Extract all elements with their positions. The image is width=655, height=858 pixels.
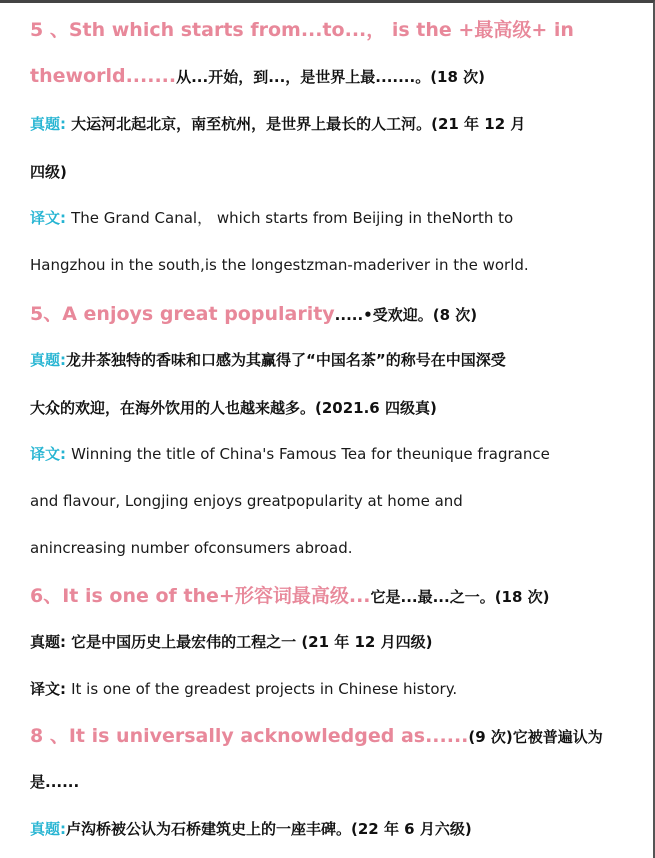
s2-heading-pink: 5、A enjoys great popularity bbox=[30, 303, 335, 325]
s2-translation-text-cont: and flavour, Longjing enjoys greatpopularity at home and bbox=[30, 492, 463, 510]
s2-exam-line-2 bbox=[30, 397, 635, 418]
s2-translation-line-2 bbox=[30, 491, 635, 510]
s1-heading-line-2 bbox=[30, 65, 635, 87]
s1-translation-line-1 bbox=[30, 207, 635, 228]
s3-heading-pink: 6、It is one of the+形容词最高级... bbox=[30, 585, 371, 607]
s3-exam-label: 真题: bbox=[30, 633, 66, 651]
s3-translation-line bbox=[30, 678, 635, 699]
s4-heading-line-1 bbox=[30, 721, 635, 748]
s1-translation-line-2 bbox=[30, 255, 635, 274]
s1-translation-label: 译文: bbox=[30, 209, 66, 227]
s4-heading-cn-cont: 是...... bbox=[30, 773, 80, 791]
s2-translation-label: 译文: bbox=[30, 445, 66, 463]
s3-translation-text: It is one of the greadest projects in Chinese history. bbox=[71, 680, 458, 698]
s1-heading-pink: 5 、Sth which starts from...to...， is the +最高级+ in bbox=[30, 19, 574, 41]
s1-translation-text-cont: Hangzhou in the south,is the longestzman-maderiver in the world. bbox=[30, 256, 529, 274]
s1-exam-line-1 bbox=[30, 113, 635, 134]
s3-translation-label: 译文: bbox=[30, 680, 66, 698]
s2-translation-text: Winning the title of China's Famous Tea for theunique fragrance bbox=[71, 445, 550, 463]
s4-heading-cn: (9 次)它被普遍认为 bbox=[468, 728, 603, 746]
s2-translation-text-cont-2: anincreasing number ofconsumers abroad. bbox=[30, 539, 353, 557]
s1-translation-text: The Grand Canal， which starts from Beijing in theNorth to bbox=[71, 209, 514, 227]
s3-heading-line bbox=[30, 581, 635, 608]
s1-exam-text: 大运河北起北京，南至杭州，是世界上最长的人工河。(21 年 12 月 bbox=[71, 115, 526, 133]
s2-exam-label: 真题: bbox=[30, 351, 66, 369]
s1-heading-cn: 从...开始，到...，是世界上最.......。(18 次) bbox=[176, 68, 485, 86]
s2-heading-line bbox=[30, 299, 635, 326]
s2-translation-line-1 bbox=[30, 443, 635, 464]
s4-heading-line-2 bbox=[30, 771, 635, 792]
s1-heading-pink-cont: theworld....... bbox=[30, 65, 177, 87]
s3-heading-cn: 它是...最...之一。(18 次) bbox=[370, 588, 550, 606]
s2-exam-line-1 bbox=[30, 349, 635, 370]
s1-heading-line-1 bbox=[30, 15, 635, 42]
s4-exam-label: 真题: bbox=[30, 820, 66, 838]
s1-exam-text-cont: 四级) bbox=[30, 163, 67, 181]
s2-translation-line-3 bbox=[30, 538, 635, 557]
s3-exam-line bbox=[30, 631, 635, 652]
s1-exam-line-2 bbox=[30, 161, 635, 182]
s2-exam-text-cont: 大众的欢迎，在海外饮用的人也越来越多。(2021.6 四级真) bbox=[30, 399, 437, 417]
s4-heading-pink: 8 、It is universally acknowledged as...... bbox=[30, 725, 469, 747]
s4-exam-line bbox=[30, 818, 635, 839]
s4-exam-text: 卢沟桥被公认为石桥建筑史上的一座丰碑。(22 年 6 月六级) bbox=[66, 820, 472, 838]
s3-exam-text: 它是中国历史上最宏伟的工程之一 (21 年 12 月四级) bbox=[71, 633, 433, 651]
s2-exam-text: 龙井茶独特的香味和口感为其赢得了“中国名茶”的称号在中国深受 bbox=[66, 351, 506, 369]
s2-heading-cn: .....•受欢迎。(8 次) bbox=[334, 306, 478, 324]
s1-exam-label: 真题: bbox=[30, 115, 66, 133]
